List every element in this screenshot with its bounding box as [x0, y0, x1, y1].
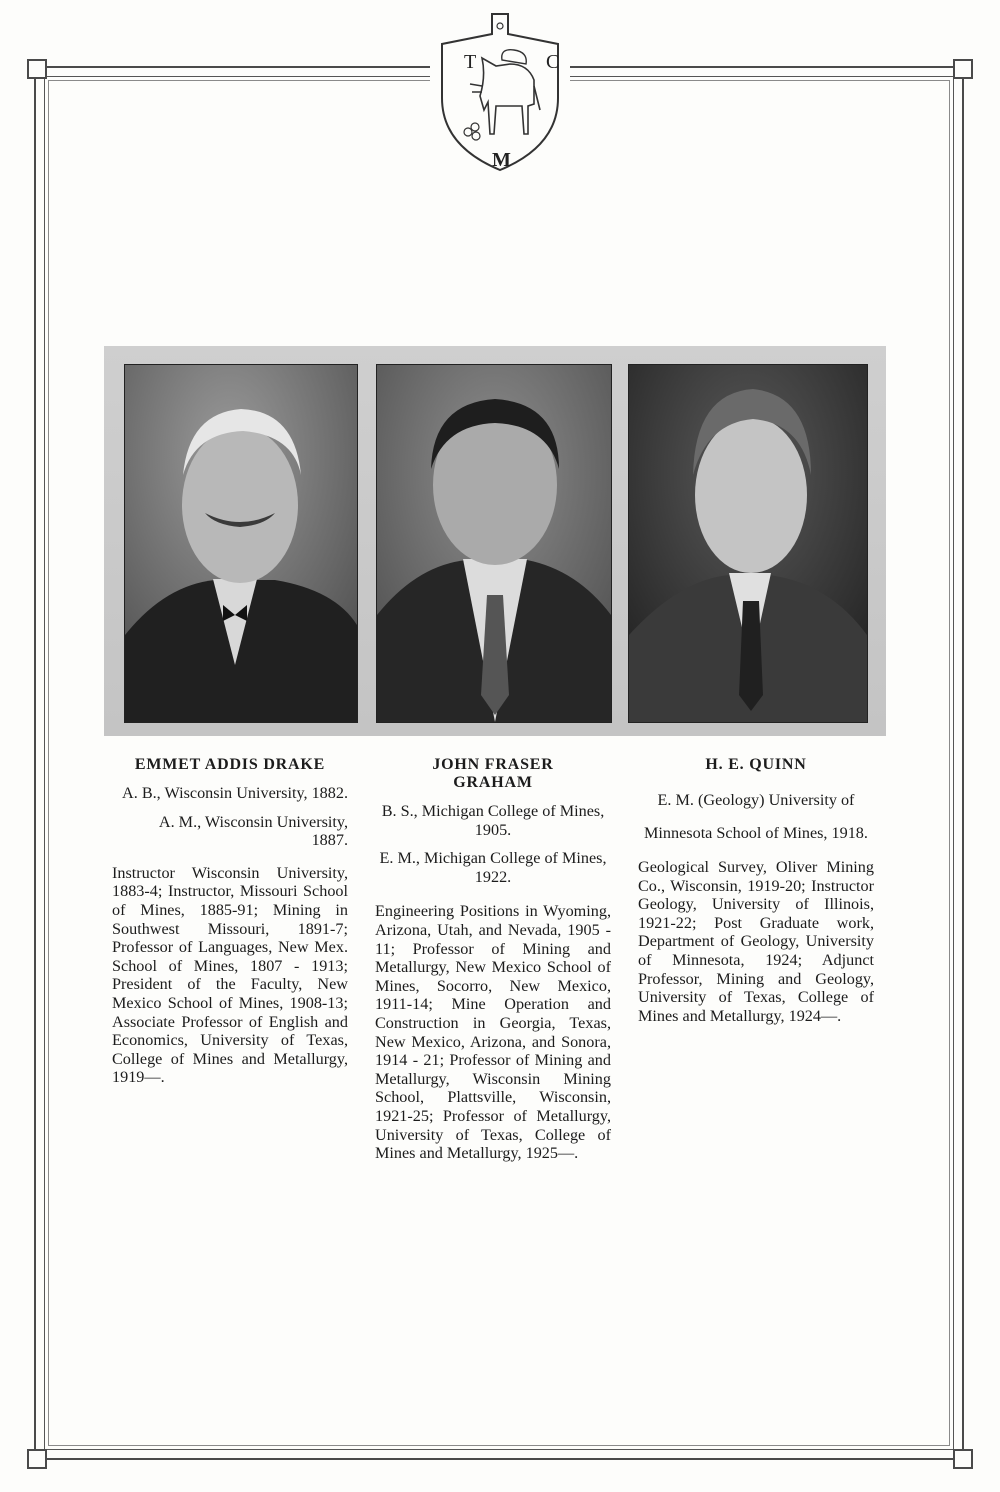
corner-ornament-top-left — [27, 59, 47, 79]
bio-text: Engineering Positions in Wyoming, Arizona, Utah, and Nevada, 1905 - 11; Professor of Mining and Metallurgy, New Mexico School of Mines, Socorro, New Mexico, 1911-14; Mine Operation and Construction in Georgia, Texas, New Mexico, Arizona, and Sonora, 1914 - 21; Professor of Mining and Metallurgy, Wisconsin Mining School, Plattsville, Wisconsin, 1921-25; Professor of Metallurgy, University of Texas, College of Mines and Metallurgy, 1925—. — [375, 902, 611, 1163]
faculty-name: JOHN FRASER GRAHAM — [432, 756, 554, 791]
degree-line: B. S., Michigan College of Mines, 1905. — [381, 802, 605, 839]
corner-ornament-top-right — [953, 59, 973, 79]
degree-line: E. M. (Geology) University of Minnesota School of Mines, 1918. — [644, 791, 868, 842]
faculty-name: H. E. QUINN — [705, 756, 807, 773]
bio-column-graham — [375, 756, 611, 1163]
degree-line: E. M., Michigan College of Mines, 1922. — [379, 849, 607, 886]
portrait-photo-graham — [376, 364, 612, 723]
faculty-name: EMMET ADDIS DRAKE — [134, 756, 326, 773]
bio-text: Geological Survey, Oliver Mining Co., Wisconsin, 1919-20; Instructor Geology, University of Illinois, 1921-22; Post Graduate work, Department of Geology, University of Minnesota, 1924; Adjunct Professor, Mining and Geology, University of Texas, College of Mines and Metallurgy, 1924—. — [638, 858, 874, 1025]
bio-column-quinn — [638, 756, 874, 1025]
emblem-letter-t: T — [464, 51, 477, 73]
pack-mule-shield-icon — [430, 6, 570, 176]
portrait-photo-quinn — [628, 364, 868, 723]
degree-line: A. B., Wisconsin University, 1882. — [122, 784, 348, 802]
tcm-shield-emblem — [430, 6, 570, 176]
emblem-letter-c: C — [546, 51, 560, 73]
degree-line: A. M., Wisconsin University, 1887. — [158, 812, 348, 850]
emblem-letter-m: M — [492, 149, 511, 171]
bio-column-drake — [112, 756, 348, 1087]
bio-text: Instructor Wisconsin University, 1883-4; Instructor, Missouri School of Mines, 1885-91; Mining in Southwest Missouri, 1891-7; Professor of Languages, New Mex. School of Mines, 1807 - 1913; President of the Faculty, New Mexico School of Mines, 1908-13; Associate Professor of English and Economics, University of Texas, College of Mines and Metallurgy, 1919—. — [112, 863, 348, 1087]
portrait-photo-drake — [124, 364, 358, 723]
corner-ornament-bottom-left — [27, 1449, 47, 1469]
corner-ornament-bottom-right — [953, 1449, 973, 1469]
portrait-photo-strip — [104, 346, 886, 736]
